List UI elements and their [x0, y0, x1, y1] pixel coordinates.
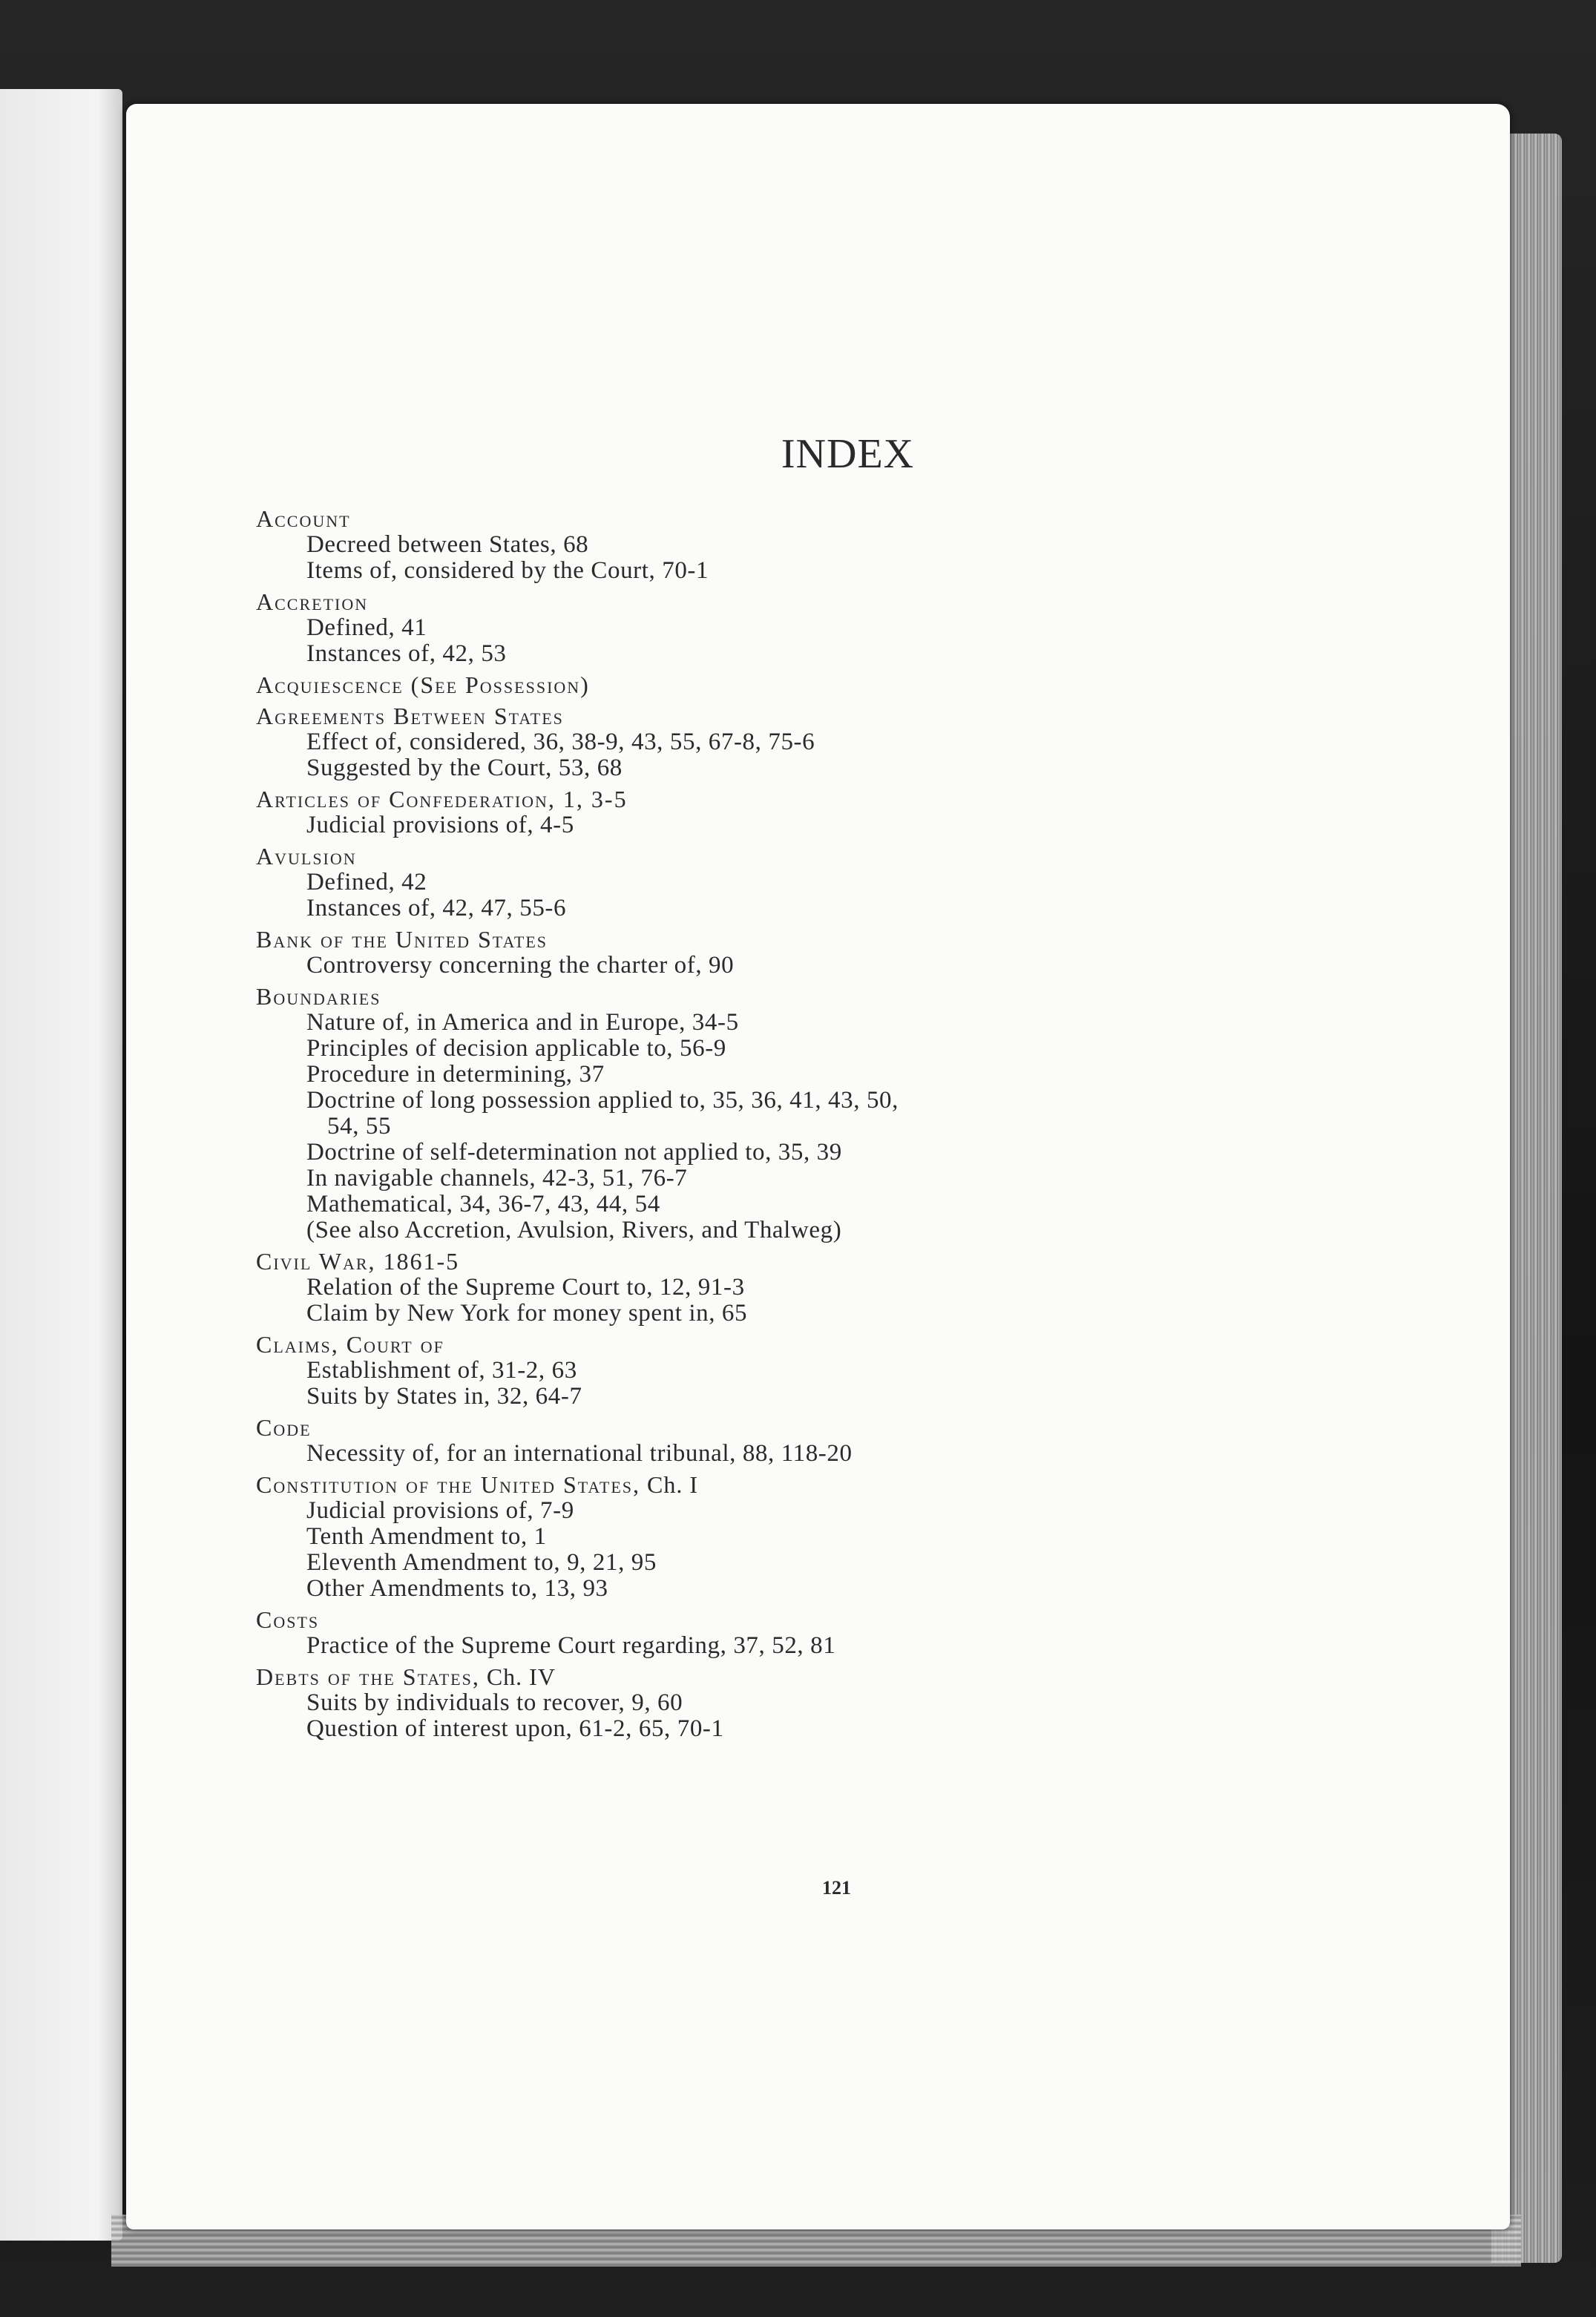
index-heading-text: Agreements Between States: [256, 703, 564, 729]
index-subentry: Items of, considered by the Court, 70-1: [306, 557, 709, 584]
index-subentry: Mathematical, 34, 36-7, 43, 44, 54: [306, 1191, 660, 1217]
index-subentry: Establishment of, 31-2, 63: [306, 1357, 577, 1384]
index-heading-text: Acquiescence (See Possession): [256, 671, 590, 698]
index-subentry: Instances of, 42, 47, 55-6: [306, 895, 567, 921]
index-heading: [256, 1471, 1295, 1498]
index-heading: [256, 1663, 1295, 1690]
index-heading: [256, 1248, 1295, 1275]
index-subentry: Eleventh Amendment to, 9, 21, 95: [306, 1549, 657, 1576]
index-subentry: Instances of, 42, 53: [306, 640, 507, 667]
index-subentry: Claim by New York for money spent in, 65: [306, 1300, 748, 1327]
adjacent-left-page: [0, 89, 122, 2241]
index-heading: [256, 1414, 1295, 1441]
index-subentry: Necessity of, for an international tribunal, 88, 118-20: [306, 1440, 853, 1467]
index-heading: [256, 588, 1295, 615]
index-heading-text: Bank of the United States: [256, 926, 548, 953]
index-entry: [256, 843, 1295, 921]
index-entry: [256, 926, 1295, 979]
index-entry: [256, 1331, 1295, 1410]
index-subentry: Controversy concerning the charter of, 90: [306, 952, 735, 979]
index-subentry: Defined, 42: [306, 869, 427, 895]
index-entry: [256, 703, 1295, 781]
index-heading: [256, 703, 1295, 729]
index-subentry: Judicial provisions of, 4-5: [306, 812, 574, 838]
book-page: [126, 104, 1510, 2229]
index-subentry: Judicial provisions of, 7-9: [306, 1497, 574, 1524]
index-subentry: Practice of the Supreme Court regarding, 37, 52, 81: [306, 1632, 836, 1659]
index-entry: [256, 671, 1295, 698]
index-subentry: Doctrine of long possession applied to, 35, 36, 41, 43, 50,: [306, 1087, 899, 1114]
index-subentry: Other Amendments to, 13, 93: [306, 1575, 608, 1602]
index-subentry: Defined, 41: [306, 614, 427, 641]
index-entry: [256, 786, 1295, 838]
index-heading: [256, 505, 1295, 532]
index-subentry: Effect of, considered, 36, 38-9, 43, 55, 67-8, 75-6: [306, 729, 815, 755]
index-list: [256, 501, 1295, 1742]
index-subentry: Nature of, in America and in Europe, 34-5: [306, 1009, 739, 1036]
index-heading: [256, 983, 1295, 1010]
index-heading-text: Accretion: [256, 588, 369, 615]
index-heading-text: Costs: [256, 1606, 320, 1633]
index-heading: [256, 1606, 1295, 1633]
index-subentry-continuation: 54, 55: [327, 1113, 392, 1140]
index-heading: [256, 671, 1295, 698]
index-subentry: Suits by individuals to recover, 9, 60: [306, 1689, 683, 1716]
index-heading-text: Account: [256, 505, 351, 532]
index-heading-text: Articles of Confederation, 1, 3-5: [256, 786, 628, 812]
index-heading-text: Claims, Court of: [256, 1331, 444, 1358]
index-entry: [256, 1248, 1295, 1327]
index-subentry: Question of interest upon, 61-2, 65, 70-1: [306, 1715, 724, 1742]
index-subentry: In navigable channels, 42-3, 51, 76-7: [306, 1165, 688, 1192]
index-entry: [256, 1414, 1295, 1467]
index-subentry: Relation of the Supreme Court to, 12, 91-3: [306, 1274, 745, 1301]
index-entry: [256, 1606, 1295, 1659]
index-subentry: Suits by States in, 32, 64-7: [306, 1383, 582, 1410]
index-entry: [256, 983, 1295, 1243]
index-entry: [256, 588, 1295, 667]
index-subentry: Suggested by the Court, 53, 68: [306, 755, 623, 781]
page-content: [126, 104, 1510, 2229]
index-heading-chapter: Ch. IV: [479, 1663, 556, 1690]
index-subentry: (See also Accretion, Avulsion, Rivers, and Thalweg): [306, 1217, 842, 1243]
index-heading-text: Code: [256, 1414, 312, 1441]
index-heading-chapter: Ch. I: [640, 1471, 698, 1498]
index-entry: [256, 505, 1295, 584]
index-heading: [256, 843, 1295, 870]
index-heading: [256, 926, 1295, 953]
index-subentry: Doctrine of self-determination not applied to, 35, 39: [306, 1139, 842, 1166]
index-heading-text: Debts of the States,: [256, 1663, 480, 1690]
index-entry: [256, 1471, 1295, 1602]
index-heading-text: Constitution of the United States,: [256, 1471, 640, 1498]
index-entry: [256, 1663, 1295, 1742]
index-heading-text: Avulsion: [256, 843, 357, 870]
index-heading: [256, 786, 1295, 812]
page-title: INDEX: [781, 431, 915, 477]
index-subentry: Decreed between States, 68: [306, 531, 589, 558]
page-number: 121: [822, 1877, 851, 1899]
index-subentry: Principles of decision applicable to, 56-9: [306, 1035, 726, 1062]
index-heading: [256, 1331, 1295, 1358]
index-heading-text: Civil War, 1861-5: [256, 1248, 460, 1275]
index-subentry: Procedure in determining, 37: [306, 1061, 605, 1088]
index-subentry: Tenth Amendment to, 1: [306, 1523, 547, 1550]
index-heading-text: Boundaries: [256, 983, 381, 1010]
